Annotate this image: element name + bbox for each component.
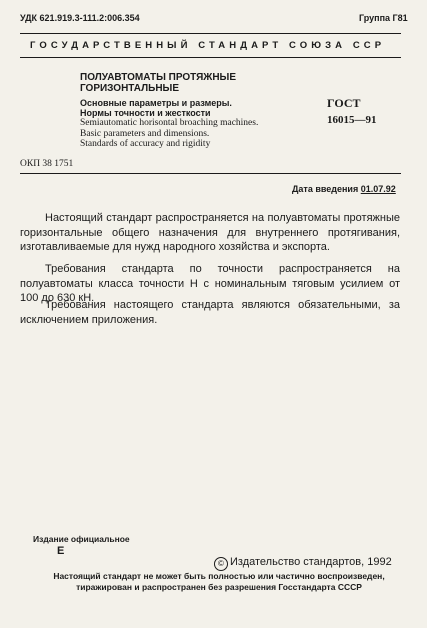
udk-code: УДК 621.919.3-111.2:006.354: [20, 13, 140, 23]
header-rule-bottom: [20, 57, 401, 58]
paragraph-1-text: Настоящий стандарт распространяется на полуавтоматы протяжные горизонтальные общего назначения для внутреннего протягивания, изготавливаемые для нужд народного хозяйства и экспорта.: [20, 212, 400, 253]
notice-line-2: тиражирован и распространен без разрешения Госстандарта СССР: [76, 581, 362, 592]
okp-code: ОКП 38 1751: [20, 159, 74, 169]
group-code: Группа Г81: [359, 13, 408, 23]
intro-date: [292, 184, 396, 194]
edition-label: Издание официальное: [33, 534, 130, 544]
edition-letter: Е: [57, 545, 65, 557]
okp-rule: [20, 173, 401, 174]
state-standard-banner: ГОСУДАРСТВЕННЫЙ СТАНДАРТ СОЮЗА ССР: [30, 40, 386, 51]
en-title-line-2: Basic parameters and dimensions.: [80, 128, 210, 139]
notice-line-1: Настоящий стандарт не может быть полностью или частично воспроизведен,: [53, 571, 385, 581]
subtitle-line-1: Основные параметры и размеры.: [80, 98, 232, 108]
copyright-line: [214, 556, 392, 571]
standard-subtitle: [80, 98, 232, 118]
reproduction-notice: [36, 571, 402, 592]
paragraph-2-text: Требования стандарта по точности распространяется на полуавтоматы класса точности Н с номинальным тяговым усилием от 100 до 630 кН.: [20, 263, 400, 304]
body-paragraph-1: [20, 211, 400, 255]
english-title: [80, 118, 258, 150]
paragraph-3-text: Требования настоящего стандарта являются обязательными, за исключением приложения.: [20, 299, 400, 326]
gost-label: ГОСТ: [327, 96, 361, 110]
copyright-icon: ©: [214, 557, 228, 571]
en-title-line-1: Semiautomatic horisontal broaching machines.: [80, 118, 259, 128]
body-paragraph-3: [20, 298, 400, 327]
copyright-text: Издательство стандартов, 1992: [230, 556, 392, 568]
intro-date-value: 01.07.92: [360, 184, 396, 194]
en-title-line-3: Standards of accuracy and rigidity: [80, 139, 211, 149]
title-line-2: ГОРИЗОНТАЛЬНЫЕ: [80, 83, 180, 94]
gost-number: 16015—91: [327, 114, 377, 126]
title-line-1: ПОЛУАВТОМАТЫ ПРОТЯЖНЫЕ: [80, 72, 237, 83]
subtitle-line-2: Нормы точности и жесткости: [80, 108, 211, 118]
standard-title: [80, 72, 236, 94]
intro-date-label: Дата введения: [292, 184, 359, 194]
header-rule-top: [20, 33, 401, 34]
